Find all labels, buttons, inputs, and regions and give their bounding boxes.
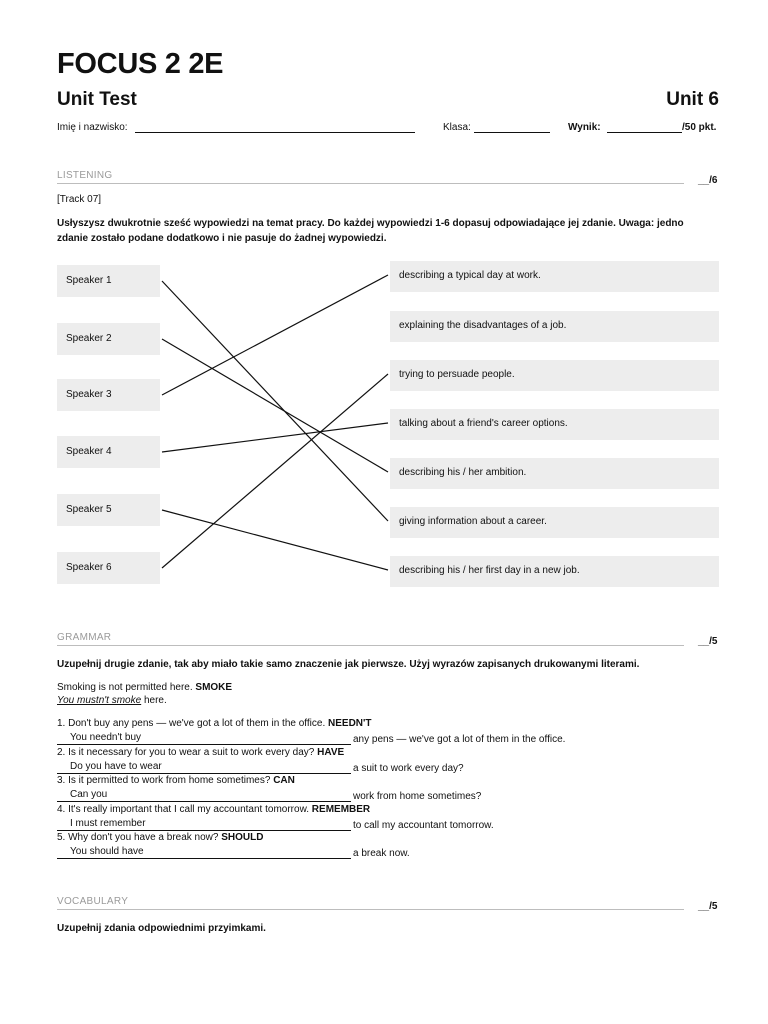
match-line <box>162 339 388 472</box>
test-subtitle: Unit Test <box>57 89 137 110</box>
option-box[interactable]: trying to persuade people. <box>390 360 719 391</box>
section-label-listening: LISTENING <box>57 170 113 181</box>
example-answer-line <box>57 695 167 706</box>
option-box[interactable]: describing his / her first day in a new job. <box>390 556 719 587</box>
speaker-box[interactable]: Speaker 4 <box>57 436 160 468</box>
grammar-question <box>57 832 263 843</box>
listening-instruction: Usłyszysz dwukrotnie sześć wypowiedzi na temat pracy. Do każdej wypowiedzi 1-6 dopasuj odpowiadające jej zdanie. Uwaga: jedno zdanie zostało podane dodatkowo i nie pasuje do żadnej wypowiedzi. <box>57 218 684 244</box>
question-text: 1. Don't buy any pens — we've got a lot of them in the office. <box>57 718 326 729</box>
example-rest: here. <box>143 695 167 706</box>
sentence-continuation: any pens — we've got a lot of them in the office. <box>353 734 566 745</box>
question-text: 5. Why don't you have a break now? <box>57 832 219 843</box>
option-box[interactable]: talking about a friend's career options. <box>390 409 719 440</box>
score-label: Wynik: <box>568 122 601 133</box>
class-label: Klasa: <box>443 122 471 133</box>
answer-field[interactable]: You needn't buy <box>57 731 351 745</box>
section-score-vocabulary: __/5 <box>698 901 718 912</box>
example-answer: You mustn't smoke <box>57 695 142 706</box>
score-suffix: /50 pkt. <box>682 122 717 133</box>
match-line <box>162 281 388 521</box>
unit-label: Unit 6 <box>666 89 719 110</box>
page-title: FOCUS 2 2E <box>57 48 224 80</box>
grammar-question <box>57 747 344 758</box>
question-keyword: NEEDN'T <box>328 718 372 729</box>
section-label-grammar: GRAMMAR <box>57 632 112 643</box>
grammar-question <box>57 804 370 815</box>
question-keyword: CAN <box>273 775 295 786</box>
question-text: 2. Is it necessary for you to wear a suit to work every day? <box>57 746 315 758</box>
grammar-question <box>57 775 295 786</box>
track-label: [Track 07] <box>57 194 102 205</box>
answer-field[interactable]: Do you have to wear <box>57 760 351 774</box>
question-keyword: SHOULD <box>221 832 264 843</box>
vocabulary-instruction: Uzupełnij zdania odpowiednimi przyimkami. <box>57 923 266 934</box>
speaker-box[interactable]: Speaker 2 <box>57 323 160 355</box>
answer-field[interactable]: I must remember <box>57 817 351 831</box>
example-sentence <box>57 682 232 693</box>
example-keyword: SMOKE <box>195 682 233 693</box>
grammar-question <box>57 718 372 729</box>
grammar-instruction: Uzupełnij drugie zdanie, tak aby miało takie samo znaczenie jak pierwsze. Użyj wyrazów zapisanych drukowanymi literami. <box>57 659 640 670</box>
question-text: 3. Is it permitted to work from home sometimes? <box>57 775 271 786</box>
example-text: Smoking is not permitted here. <box>57 682 193 693</box>
option-box[interactable]: giving information about a career. <box>390 507 719 538</box>
match-line <box>162 374 388 568</box>
question-keyword: REMEMBER <box>311 803 371 815</box>
sentence-continuation: a suit to work every day? <box>353 762 464 774</box>
section-score-grammar: __/5 <box>698 636 718 647</box>
speaker-box[interactable]: Speaker 1 <box>57 265 160 297</box>
section-divider <box>57 909 684 910</box>
sentence-continuation: a break now. <box>353 848 410 859</box>
option-box[interactable]: describing his / her ambition. <box>390 458 719 489</box>
section-divider <box>57 645 684 646</box>
section-label-vocabulary: VOCABULARY <box>57 896 129 907</box>
sentence-continuation: work from home sometimes? <box>353 791 482 802</box>
question-text: 4. It's really important that I call my accountant tomorrow. <box>57 803 310 815</box>
section-score-listening: __/6 <box>698 175 718 186</box>
match-line <box>162 275 388 395</box>
answer-field[interactable]: Can you <box>57 788 351 802</box>
speaker-box[interactable]: Speaker 6 <box>57 552 160 584</box>
match-line <box>162 423 388 452</box>
option-box[interactable]: explaining the disadvantages of a job. <box>390 311 719 342</box>
speaker-box[interactable]: Speaker 5 <box>57 494 160 526</box>
match-line <box>162 510 388 570</box>
option-box[interactable]: describing a typical day at work. <box>390 261 719 292</box>
answer-field[interactable]: You should have <box>57 845 351 859</box>
sentence-continuation: to call my accountant tomorrow. <box>353 819 494 831</box>
speaker-box[interactable]: Speaker 3 <box>57 379 160 411</box>
name-label: Imię i nazwisko: <box>57 122 128 133</box>
question-keyword: HAVE <box>317 746 345 758</box>
